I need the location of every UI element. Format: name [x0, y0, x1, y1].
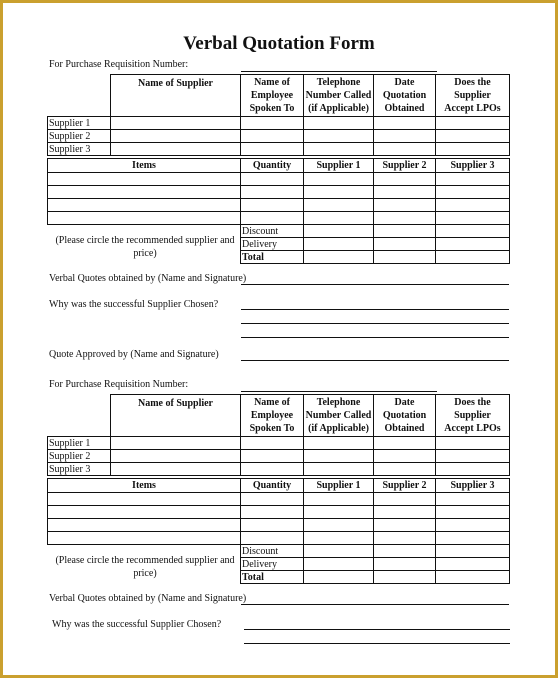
- why-chosen-label: Why was the successful Supplier Chosen?: [52, 619, 222, 630]
- purchase-requisition-field[interactable]: [241, 71, 437, 72]
- items-header: Items: [48, 159, 241, 173]
- item-row: [48, 186, 510, 199]
- telephone-header: Telephone Number Called (if Applicable): [304, 395, 374, 437]
- why-chosen-label: Why was the successful Supplier Chosen?: [49, 299, 219, 310]
- quantity-header: Quantity: [241, 479, 304, 493]
- verbal-quotes-signature-line[interactable]: [241, 284, 509, 285]
- delivery-label: Delivery: [241, 558, 304, 571]
- why-chosen-line[interactable]: [241, 337, 509, 338]
- purchase-requisition-label: For Purchase Requisition Number:: [49, 379, 189, 390]
- supplier-row-label: Supplier 2: [48, 450, 111, 463]
- lpo-header: Does the Supplier Accept LPOs: [436, 75, 510, 117]
- supplier-row-label: Supplier 1: [48, 117, 111, 130]
- discount-label: Discount: [241, 545, 304, 558]
- date-header: Date Quotation Obtained: [374, 75, 436, 117]
- supplier-row-label: Supplier 1: [48, 437, 111, 450]
- item-row: [48, 506, 510, 519]
- supplier-row-label: Supplier 3: [48, 463, 111, 476]
- supplier-2-header: Supplier 2: [374, 479, 436, 493]
- supplier-3-header: Supplier 3: [436, 479, 510, 493]
- item-row: [48, 199, 510, 212]
- supplier-table: [47, 394, 510, 476]
- date-header: Date Quotation Obtained: [374, 395, 436, 437]
- total-label: Total: [241, 571, 304, 584]
- item-row: [48, 493, 510, 506]
- supplier-row-label: Supplier 2: [48, 130, 111, 143]
- verbal-quotes-label: Verbal Quotes obtained by (Name and Signature): [49, 273, 247, 284]
- supplier-2-header: Supplier 2: [374, 159, 436, 173]
- employee-header: Name of Employee Spoken To: [241, 395, 304, 437]
- items-header: Items: [48, 479, 241, 493]
- supplier-name-header: Name of Supplier: [111, 75, 241, 117]
- lpo-header: Does the Supplier Accept LPOs: [436, 395, 510, 437]
- supplier-3-header: Supplier 3: [436, 159, 510, 173]
- why-chosen-line[interactable]: [241, 309, 509, 310]
- item-row: [48, 173, 510, 186]
- total-label: Total: [241, 251, 304, 264]
- supplier-row-label: Supplier 3: [48, 143, 111, 156]
- verbal-quotes-signature-line[interactable]: [241, 604, 509, 605]
- form-title: Verbal Quotation Form: [183, 33, 375, 54]
- delivery-label: Delivery: [241, 238, 304, 251]
- purchase-requisition-label: For Purchase Requisition Number:: [49, 59, 189, 70]
- circle-recommended-note: (Please circle the recommended supplier and price): [55, 555, 235, 579]
- supplier-1-header: Supplier 1: [304, 479, 374, 493]
- item-row: [48, 532, 510, 545]
- discount-label: Discount: [241, 225, 304, 238]
- verbal-quotes-label: Verbal Quotes obtained by (Name and Signature): [49, 593, 247, 604]
- quote-approved-label: Quote Approved by (Name and Signature): [49, 349, 219, 360]
- supplier-name-header: Name of Supplier: [111, 395, 241, 437]
- supplier-table: [47, 74, 510, 156]
- quantity-header: Quantity: [241, 159, 304, 173]
- circle-recommended-note: (Please circle the recommended supplier and price): [55, 235, 235, 259]
- why-chosen-line[interactable]: [244, 629, 510, 630]
- item-row: [48, 519, 510, 532]
- employee-header: Name of Employee Spoken To: [241, 75, 304, 117]
- quote-approved-signature-line[interactable]: [241, 360, 509, 361]
- telephone-header: Telephone Number Called (if Applicable): [304, 75, 374, 117]
- purchase-requisition-field[interactable]: [241, 391, 437, 392]
- why-chosen-line[interactable]: [244, 643, 510, 644]
- supplier-1-header: Supplier 1: [304, 159, 374, 173]
- item-row: [48, 212, 510, 225]
- why-chosen-line[interactable]: [241, 323, 509, 324]
